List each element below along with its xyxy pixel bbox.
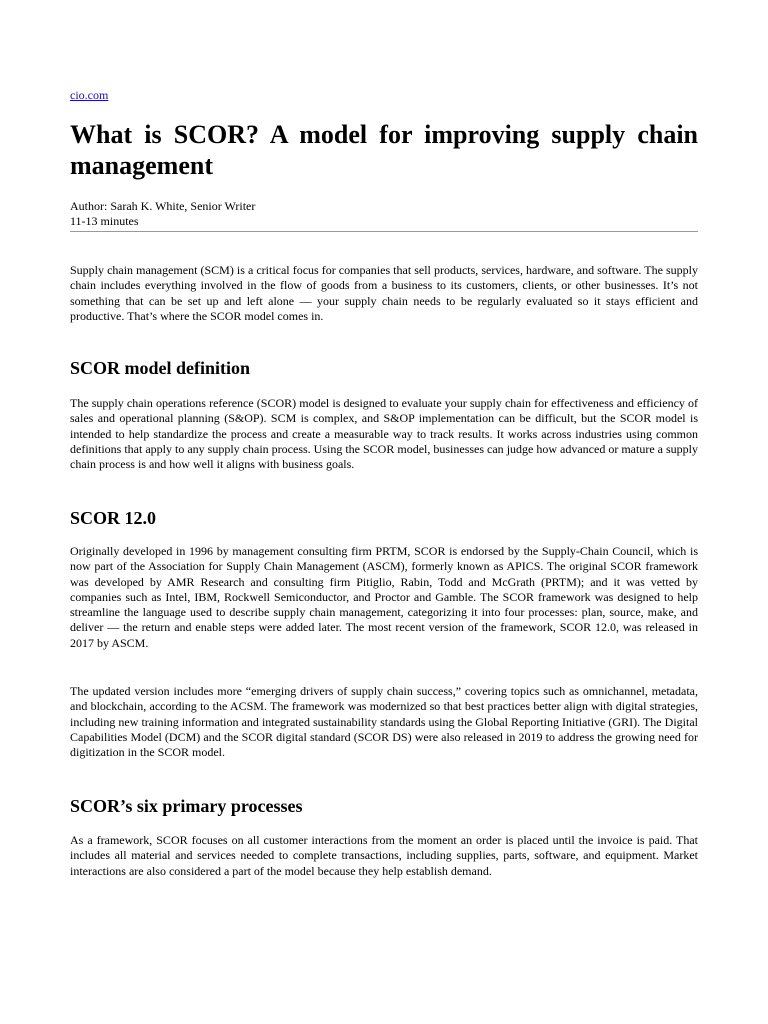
section-paragraph: The updated version includes more “emerging drivers of supply chain success,” covering topics such as omnichannel, metadata, and blockchain, according to the ACSM. The framework was modernized so that best practices better align with digital strategies, including new training information and integrated sustainability standards using the Global Reporting Initiative (GRI). The Digital Capabilities Model (DCM) and the SCOR digital standard (SCOR DS) were also released in 2019 to address the growing need for digitization in the SCOR model. bbox=[70, 684, 698, 760]
section-paragraph: Originally developed in 1996 by management consulting firm PRTM, SCOR is endorsed by the Supply-Chain Council, which is now part of the Association for Supply Chain Management (ASCM), formerly known as APICS. The original SCOR framework was developed by AMR Research and consulting firm Pitiglio, Rabin, Todd and McGrath (PRTM); and it was vetted by companies such as Intel, IBM, Rockwell Semiconductor, and Proctor and Gamble. The SCOR framework was designed to help streamline the language used to describe supply chain management, categorizing it into four processes: plan, source, make, and deliver — the return and enable steps were added later. The most recent version of the framework, SCOR 12.0, was released in 2017 by ASCM. bbox=[70, 544, 698, 650]
section-heading-scor-definition: SCOR model definition bbox=[70, 358, 251, 378]
intro-paragraph: Supply chain management (SCM) is a critical focus for companies that sell products, services, hardware, and software. The supply chain includes everything involved in the flow of goods from a business to its customers, clients, or other businesses. It’s not something that can be set up and left alone — your supply chain needs to be regularly evaluated so it stays efficient and productive. That’s where the SCOR model comes in. bbox=[70, 263, 698, 323]
article-meta bbox=[70, 199, 255, 229]
section-paragraph: As a framework, SCOR focuses on all customer interactions from the moment an order is placed until the invoice is paid. That includes all material and services needed to complete transactions, including supplies, parts, software, and equipment. Market interactions are also considered a part of the model because they help establish demand. bbox=[70, 833, 698, 878]
section-heading-six-processes: SCOR’s six primary processes bbox=[70, 796, 303, 816]
section-paragraph: The supply chain operations reference (SCOR) model is designed to evaluate your supply chain for effectiveness and efficiency of sales and operational planning (S&OP). SCM is complex, and S&OP implementation can be difficult, but the SCOR model is intended to help standardize the process and create a measurable way to track results. It works across industries using common definitions that apply to any supply chain process. Using the SCOR model, businesses can judge how advanced or mature a supply chain process is and how well it aligns with business goals. bbox=[70, 396, 698, 472]
read-time: 11-13 minutes bbox=[70, 214, 139, 228]
article-title: What is SCOR? A model for improving supply chain management bbox=[70, 120, 698, 180]
header-divider bbox=[70, 231, 698, 232]
section-heading-scor-12: SCOR 12.0 bbox=[70, 508, 157, 528]
author-line: Author: Sarah K. White, Senior Writer bbox=[70, 199, 256, 213]
source-link[interactable]: cio.com bbox=[70, 88, 109, 102]
